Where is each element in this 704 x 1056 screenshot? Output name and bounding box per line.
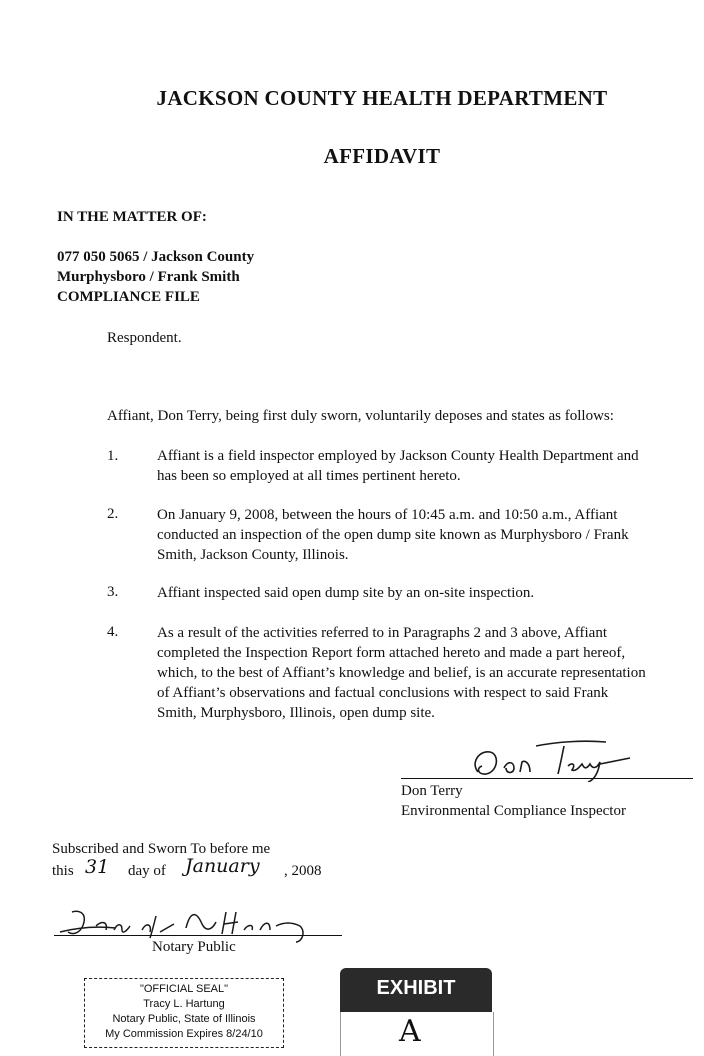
seal-name: Tracy L. Hartung <box>143 998 225 1010</box>
intro-statement: Affiant, Don Terry, being first duly sworn, voluntarily deposes and states as follows: <box>107 408 614 424</box>
matter-line-3: COMPLIANCE FILE <box>57 289 200 305</box>
paragraph-line: completed the Inspection Report form attached hereto and made a part hereof, <box>157 645 626 661</box>
paragraph-4 <box>157 623 697 723</box>
seal-title: "OFFICIAL SEAL" <box>139 983 229 995</box>
department-heading: JACKSON COUNTY HEALTH DEPARTMENT <box>156 86 608 110</box>
paragraph-1 <box>157 446 697 486</box>
jurat-month-value: January <box>185 855 260 877</box>
paragraph-line: Smith, Murphysboro, Illinois, open dump site. <box>157 705 435 721</box>
respondent-label: Respondent. <box>107 330 182 346</box>
paragraph-line: which, to the best of Affiant’s knowledge and belief, is an accurate representation <box>157 665 646 681</box>
jurat-year: , 2008 <box>284 863 322 879</box>
paragraph-line: Affiant is a field inspector employed by Jackson County Health Department and <box>157 448 639 464</box>
paragraph-line: Smith, Jackson County, Illinois. <box>157 547 349 563</box>
matter-line-2: Murphysboro / Frank Smith <box>57 269 240 285</box>
jurat-this: this <box>52 863 74 879</box>
official-seal-stamp <box>84 978 284 1048</box>
notary-signature-line <box>54 935 342 936</box>
paragraph-line: Affiant inspected said open dump site by an on-site inspection. <box>157 585 535 601</box>
jurat-line: Subscribed and Sworn To before me <box>52 841 271 857</box>
paragraph-line: of Affiant’s observations and factual conclusions with respect to said Frank <box>157 685 609 701</box>
notary-label: Notary Public <box>152 939 236 955</box>
document-title: AFFIDAVIT <box>323 144 441 168</box>
paragraph-2 <box>157 505 697 565</box>
paragraph-number: 1. <box>107 448 119 464</box>
paragraph-3 <box>157 583 697 603</box>
affiant-title: Environmental Compliance Inspector <box>401 803 626 819</box>
paragraph-line: As a result of the activities referred to in Paragraphs 2 and 3 above, Affiant <box>157 625 607 641</box>
jurat-day-of: day of <box>128 863 166 879</box>
affiant-signature-line <box>401 778 693 779</box>
exhibit-letter: A <box>399 1014 421 1049</box>
jurat-day-value: 31 <box>85 856 110 878</box>
matter-line-1: 077 050 5065 / Jackson County <box>57 249 255 265</box>
affiant-signature <box>460 732 640 782</box>
matter-label: IN THE MATTER OF: <box>57 209 207 225</box>
paragraph-number: 2. <box>107 506 119 522</box>
affiant-name: Don Terry <box>401 783 463 799</box>
paragraph-number: 3. <box>107 584 119 600</box>
exhibit-label: EXHIBIT <box>340 968 492 1012</box>
seal-expiry: My Commission Expires 8/24/10 <box>105 1028 263 1040</box>
paragraph-line: has been so employed at all times pertinent hereto. <box>157 468 461 484</box>
paragraph-number: 4. <box>107 624 119 640</box>
seal-state: Notary Public, State of Illinois <box>112 1013 256 1025</box>
paragraph-line: conducted an inspection of the open dump site known as Murphysboro / Frank <box>157 527 629 543</box>
exhibit-box <box>340 1012 494 1056</box>
paragraph-line: On January 9, 2008, between the hours of 10:45 a.m. and 10:50 a.m., Affiant <box>157 507 618 523</box>
notary-signature-text: Tracy L. Hartung <box>60 942 67 943</box>
